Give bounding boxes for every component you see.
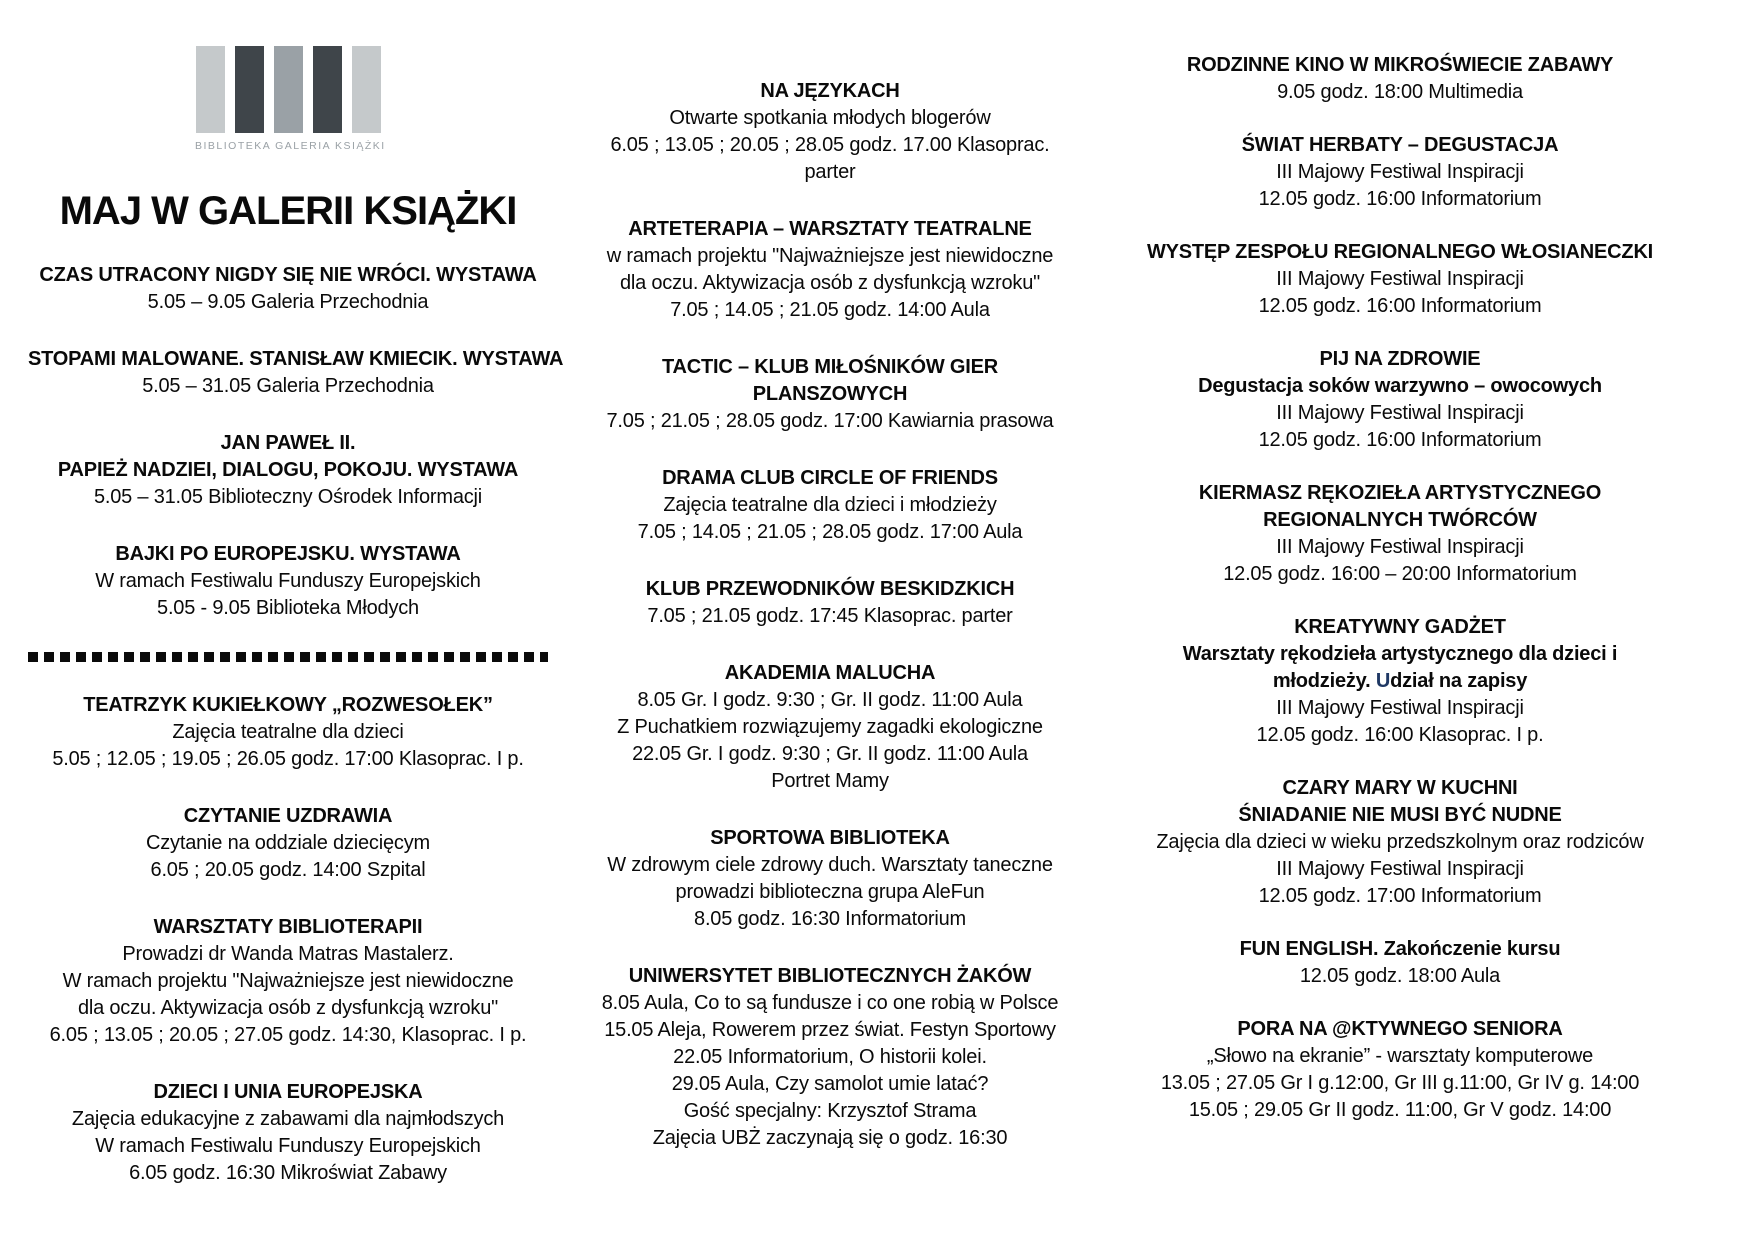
event-body-line: 8.05 Aula, Co to są fundusze i co one robią w Polsce xyxy=(601,992,1059,1014)
event-title-line: DRAMA CLUB CIRCLE OF FRIENDS xyxy=(662,467,998,489)
event-body-line: III Majowy Festiwal Inspiracji xyxy=(1276,536,1524,558)
event-body-line: W zdrowym ciele zdrowy duch. Warsztaty taneczne xyxy=(607,854,1053,876)
event-body-line: 7.05 ; 21.05 ; 28.05 godz. 17:00 Kawiarnia prasowa xyxy=(606,410,1054,432)
logo-bar xyxy=(274,46,303,133)
event-body-line: W ramach Festiwalu Funduszy Europejskich xyxy=(95,570,481,592)
event-body-line: 12.05 godz. 16:00 Informatorium xyxy=(1258,295,1542,317)
event-body-line: Czytanie na oddziale dziecięcym xyxy=(146,832,430,854)
event-body-line: 5.05 ; 12.05 ; 19.05 ; 26.05 godz. 17:00 Klasoprac. I p. xyxy=(52,748,524,770)
event-title-line: PORA NA @KTYWNEGO SENIORA xyxy=(1237,1018,1563,1040)
logo-bar xyxy=(196,46,225,133)
event-title-line: RODZINNE KINO W MIKROŚWIECIE ZABAWY xyxy=(1186,54,1614,76)
event xyxy=(570,576,1090,630)
event-body-line: prowadzi biblioteczna grupa AleFun xyxy=(675,881,985,903)
event-body-line: 12.05 godz. 17:00 Informatorium xyxy=(1258,885,1542,907)
events-column-right xyxy=(1140,52,1660,1124)
logo-bar xyxy=(352,46,381,133)
event-title-line: WARSZTATY BIBLIOTERAPII xyxy=(153,916,423,938)
event xyxy=(570,354,1090,435)
event xyxy=(1140,480,1660,588)
event xyxy=(28,803,548,884)
event-body-line: „Słowo na ekranie” - warsztaty komputerowe xyxy=(1206,1045,1594,1067)
event xyxy=(570,216,1090,324)
event-body-line: 8.05 Gr. I godz. 9:30 ; Gr. II godz. 11:00 Aula xyxy=(637,689,1023,711)
event-body-line: 7.05 ; 21.05 godz. 17:45 Klasoprac. parter xyxy=(647,605,1013,627)
event-body-line: 5.05 – 31.05 Biblioteczny Ośrodek Informacji xyxy=(93,486,483,508)
event-body-line: Zajęcia dla dzieci w wieku przedszkolnym oraz rodziców xyxy=(1156,831,1644,853)
event-body-line: dla oczu. Aktywizacja osób z dysfunkcją wzroku" xyxy=(77,997,499,1019)
logo-bar xyxy=(235,46,264,133)
event xyxy=(1140,239,1660,320)
event-title-line: CZARY MARY W KUCHNI xyxy=(1282,777,1518,799)
event-body-line: 12.05 godz. 16:00 Klasoprac. I p. xyxy=(1256,724,1544,746)
event-body-line: III Majowy Festiwal Inspiracji xyxy=(1276,402,1524,424)
event-body-line xyxy=(1140,668,1660,695)
event-title-line: PLANSZOWYCH xyxy=(752,383,908,405)
event xyxy=(570,465,1090,546)
event xyxy=(570,963,1090,1152)
events-column-middle xyxy=(570,78,1090,1152)
events-column-left xyxy=(28,262,564,1187)
event-body-line: Prowadzi dr Wanda Matras Mastalerz. xyxy=(122,943,454,965)
event-body-line: 15.05 Aleja, Rowerem przez świat. Festyn Sportowy xyxy=(604,1019,1056,1041)
event-body-line: 5.05 – 31.05 Galeria Przechodnia xyxy=(142,375,434,397)
event xyxy=(1140,775,1660,910)
event-body-line: 6.05 ; 13.05 ; 20.05 ; 27.05 godz. 14:30, Klasoprac. I p. xyxy=(49,1024,527,1046)
event-title-line: SPORTOWA BIBLIOTEKA xyxy=(710,827,950,849)
event-body-line: 7.05 ; 14.05 ; 21.05 ; 28.05 godz. 17:00 Aula xyxy=(637,521,1023,543)
event-body-line: 15.05 ; 29.05 Gr II godz. 11:00, Gr V godz. 14:00 xyxy=(1188,1099,1612,1121)
event-title-line: TACTIC – KLUB MIŁOŚNIKÓW GIER xyxy=(661,356,999,378)
event-body-line: Z Puchatkiem rozwiązujemy zagadki ekologiczne xyxy=(617,716,1043,738)
event xyxy=(28,692,548,773)
event-body-line: 22.05 Informatorium, O historii kolei. xyxy=(673,1046,987,1068)
event-body-line: 12.05 godz. 16:00 Informatorium xyxy=(1258,188,1542,210)
event-body-line: Warsztaty rękodzieła artystycznego dla dzieci i xyxy=(1182,643,1618,665)
event-title-line: AKADEMIA MALUCHA xyxy=(724,662,936,684)
event xyxy=(28,262,548,316)
event-title-line: NA JĘZYKACH xyxy=(760,80,900,102)
event xyxy=(1140,52,1660,106)
event xyxy=(28,346,564,400)
page-title: MAJ W GALERII KSIĄŻKI xyxy=(59,189,517,233)
event-body-line: Otwarte spotkania młodych blogerów xyxy=(669,107,991,129)
event-body-line: 6.05 ; 13.05 ; 20.05 ; 28.05 godz. 17.00 Klasoprac. xyxy=(610,134,1050,156)
event xyxy=(570,660,1090,795)
library-logo xyxy=(195,46,386,152)
event-body-line: 6.05 ; 20.05 godz. 14:00 Szpital xyxy=(150,859,426,881)
event-body-line: 5.05 - 9.05 Biblioteka Młodych xyxy=(157,597,419,619)
event-title-line: PIJ NA ZDROWIE xyxy=(1319,348,1481,370)
event-body-line: 9.05 godz. 18:00 Multimedia xyxy=(1277,81,1523,103)
event-body-line: Gość specjalny: Krzysztof Strama xyxy=(683,1100,977,1122)
event-title-line: ŚNIADANIE NIE MUSI BYĆ NUDNE xyxy=(1238,804,1562,826)
logo-caption: BIBLIOTEKA GALERIA KSIĄŻKI xyxy=(195,140,386,152)
event-body-line: III Majowy Festiwal Inspiracji xyxy=(1276,268,1524,290)
event xyxy=(28,1079,548,1187)
event-title-line: KLUB PRZEWODNIKÓW BESKIDZKICH xyxy=(645,578,1015,600)
event-body-line: 7.05 ; 14.05 ; 21.05 godz. 14:00 Aula xyxy=(670,299,990,321)
event-title-line: PAPIEŻ NADZIEI, DIALOGU, POKOJU. WYSTAWA xyxy=(57,459,519,481)
event-body-line: 12.05 godz. 16:00 Informatorium xyxy=(1258,429,1542,451)
event-body-line: 12.05 godz. 18:00 Aula xyxy=(1299,965,1501,987)
event xyxy=(1140,936,1660,990)
event-title-line: UNIWERSYTET BIBLIOTECZNYCH ŻAKÓW xyxy=(628,965,1032,987)
event-body-line: W ramach projektu "Najważniejsze jest niewidoczne xyxy=(62,970,514,992)
event xyxy=(1140,132,1660,213)
text-segment: dział na zapisy xyxy=(1390,670,1528,692)
event-body-line: 29.05 Aula, Czy samolot umie latać? xyxy=(671,1073,989,1095)
event-title-line: CZYTANIE UZDRAWIA xyxy=(183,805,393,827)
highlighted-letter: U xyxy=(1375,670,1391,692)
event-title-line: JAN PAWEŁ II. xyxy=(220,432,356,454)
column-middle xyxy=(570,0,1090,1182)
event-body-line: Zajęcia UBŻ zaczynają się o godz. 16:30 xyxy=(652,1127,1008,1149)
event-body-line: w ramach projektu "Najważniejsze jest niewidoczne xyxy=(606,245,1054,267)
event xyxy=(1140,346,1660,454)
event-body-line: Zajęcia edukacyjne z zabawami dla najmłodszych xyxy=(71,1108,505,1130)
text-segment: młodzieży. xyxy=(1272,670,1376,692)
event-title-line: REGIONALNYCH TWÓRCÓW xyxy=(1263,509,1537,531)
logo-bar xyxy=(313,46,342,133)
column-right xyxy=(1140,0,1660,1150)
event-body-line: W ramach Festiwalu Funduszy Europejskich xyxy=(95,1135,481,1157)
event-body-line: III Majowy Festiwal Inspiracji xyxy=(1276,858,1524,880)
event-body-line: 13.05 ; 27.05 Gr I g.12:00, Gr III g.11:00, Gr IV g. 14:00 xyxy=(1160,1072,1640,1094)
dashed-divider xyxy=(28,652,548,662)
event-body-line: 6.05 godz. 16:30 Mikroświat Zabawy xyxy=(129,1162,447,1184)
event-body-line: parter xyxy=(804,161,856,183)
event-title-line: ŚWIAT HERBATY – DEGUSTACJA xyxy=(1241,134,1559,156)
event xyxy=(28,914,548,1049)
event xyxy=(1140,614,1660,749)
event-body-line: Zajęcia teatralne dla dzieci i młodzieży xyxy=(663,494,997,516)
event-title-line: KREATYWNY GADŻET xyxy=(1294,616,1506,638)
event-body-line: Portret Mamy xyxy=(771,770,889,792)
event xyxy=(570,825,1090,933)
event-title-line: TEATRZYK KUKIEŁKOWY „ROZWESOŁEK” xyxy=(83,694,493,716)
event-body-line: 22.05 Gr. I godz. 9:30 ; Gr. II godz. 11:00 Aula xyxy=(632,743,1028,765)
event-body-line: 5.05 – 9.05 Galeria Przechodnia xyxy=(147,291,429,313)
logo-bars xyxy=(195,46,381,133)
event-body-line: 12.05 godz. 16:00 – 20:00 Informatorium xyxy=(1223,563,1577,585)
event-title-line: CZAS UTRACONY NIGDY SIĘ NIE WRÓCI. WYSTAWA xyxy=(39,264,537,286)
event-body-line: III Majowy Festiwal Inspiracji xyxy=(1276,697,1524,719)
event-body-line: Zajęcia teatralne dla dzieci xyxy=(172,721,404,743)
event xyxy=(28,541,548,622)
event-body-line: dla oczu. Aktywizacja osób z dysfunkcją wzroku" xyxy=(619,272,1041,294)
event xyxy=(570,78,1090,186)
event-body-line: III Majowy Festiwal Inspiracji xyxy=(1276,161,1524,183)
event-title-line: KIERMASZ RĘKOZIEŁA ARTYSTYCZNEGO xyxy=(1198,482,1602,504)
event-title-line: WYSTĘP ZESPOŁU REGIONALNEGO WŁOSIANECZKI xyxy=(1146,241,1654,263)
event xyxy=(1140,1016,1660,1124)
event-title-line: FUN ENGLISH. Zakończenie kursu xyxy=(1239,938,1561,960)
event-body-line: 8.05 godz. 16:30 Informatorium xyxy=(694,908,966,930)
event xyxy=(28,430,548,511)
event-title-line: BAJKI PO EUROPEJSKU. WYSTAWA xyxy=(115,543,461,565)
event-title-line: STOPAMI MALOWANE. STANISŁAW KMIECIK. WYSTAWA xyxy=(28,348,564,370)
column-left xyxy=(28,0,564,1217)
event-body-line: Degustacja soków warzywno – owocowych xyxy=(1198,375,1602,397)
event-title-line: ARTETERAPIA – WARSZTATY TEATRALNE xyxy=(628,218,1032,240)
event-title-line: DZIECI I UNIA EUROPEJSKA xyxy=(153,1081,423,1103)
